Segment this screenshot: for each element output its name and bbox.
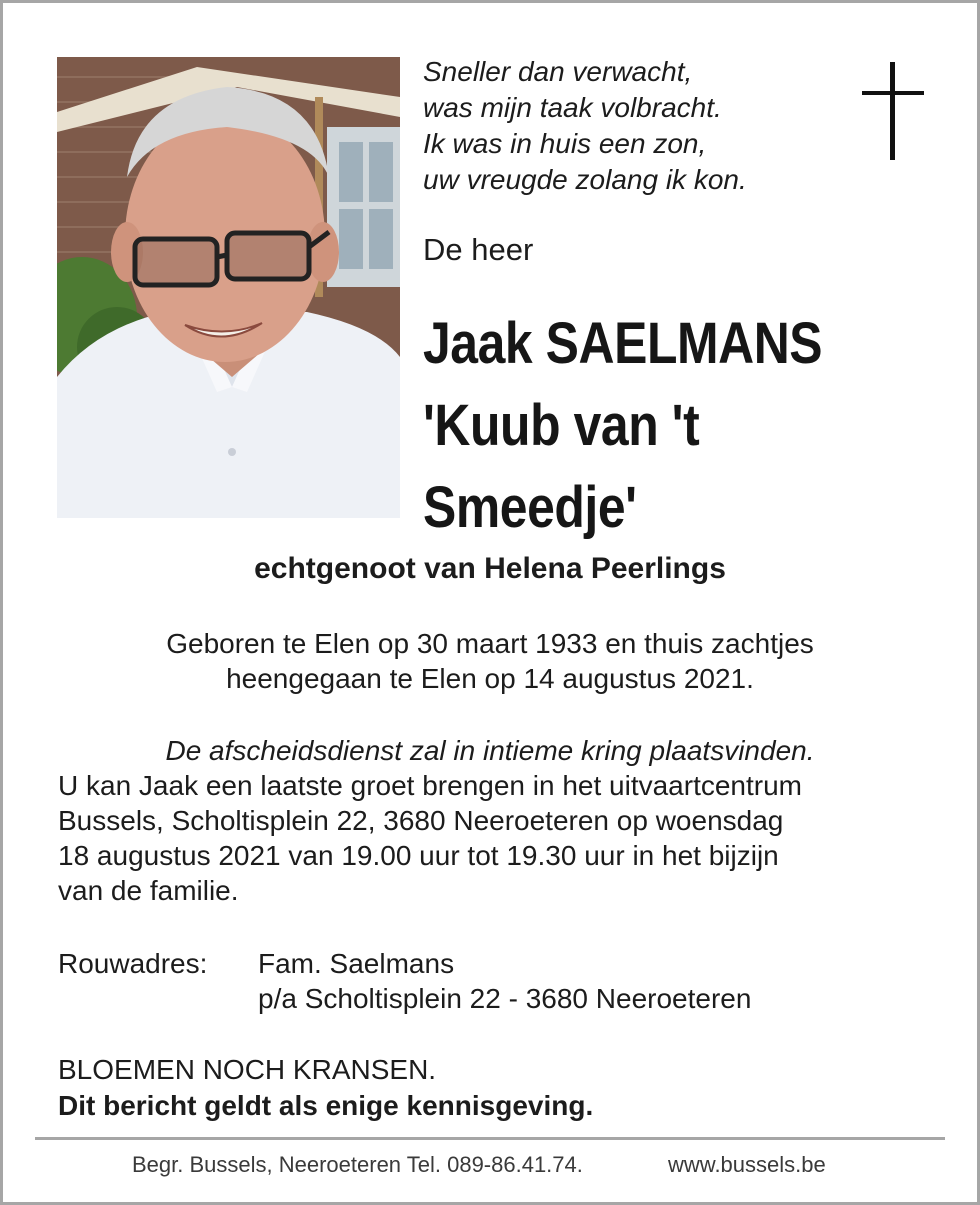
mourning-address — [258, 946, 751, 1016]
poem — [423, 54, 843, 198]
name-line: 'Kuub van 't — [423, 393, 700, 458]
portrait-photo — [57, 57, 400, 518]
birth-death-line: Geboren te Elen op 30 maart 1933 en thuis zachtjes — [166, 628, 814, 659]
poem-line: Sneller dan verwacht, — [423, 56, 693, 87]
visitation-text — [58, 768, 938, 908]
spouse-line: echtgenoot van Helena Peerlings — [254, 552, 726, 585]
name-line: Smeedje' — [423, 475, 637, 540]
address-line: Fam. Saelmans — [258, 948, 455, 979]
footer-divider — [35, 1137, 945, 1140]
address-line: p/a Scholtisplein 22 - 3680 Neeroeteren — [258, 983, 752, 1014]
visitation-line: 18 augustus 2021 van 19.00 uur tot 19.30 uur in het bijzijn — [58, 840, 779, 871]
mourning-address-label: Rouwadres: — [58, 948, 208, 979]
visitation-line: Bussels, Scholtisplein 22, 3680 Neeroeteren op woensdag — [58, 805, 784, 836]
funeral-home-info: Begr. Bussels, Neeroeteren Tel. 089-86.41.74. — [132, 1152, 583, 1177]
visitation-line: U kan Jaak een laatste groet brengen in het uitvaartcentrum — [58, 770, 802, 801]
deceased-name — [423, 303, 870, 549]
poem-line: uw vreugde zolang ik kon. — [423, 164, 747, 195]
notice-text: Dit bericht geldt als enige kennisgeving. — [58, 1090, 594, 1121]
birth-death-line: heengegaan te Elen op 14 augustus 2021. — [226, 663, 754, 694]
poem-line: Ik was in huis een zon, — [423, 128, 707, 159]
birth-death-text — [0, 626, 980, 696]
website-link[interactable]: www.bussels.be — [668, 1152, 826, 1177]
cross-icon — [862, 62, 924, 160]
service-note: De afscheidsdienst zal in intieme kring plaatsvinden. — [165, 735, 815, 766]
salutation: De heer — [423, 232, 534, 267]
name-line: Jaak SAELMANS — [423, 311, 823, 376]
poem-line: was mijn taak volbracht. — [423, 92, 722, 123]
flowers-note: BLOEMEN NOCH KRANSEN. — [58, 1054, 437, 1085]
footer — [0, 1151, 980, 1179]
visitation-line: van de familie. — [58, 875, 239, 906]
